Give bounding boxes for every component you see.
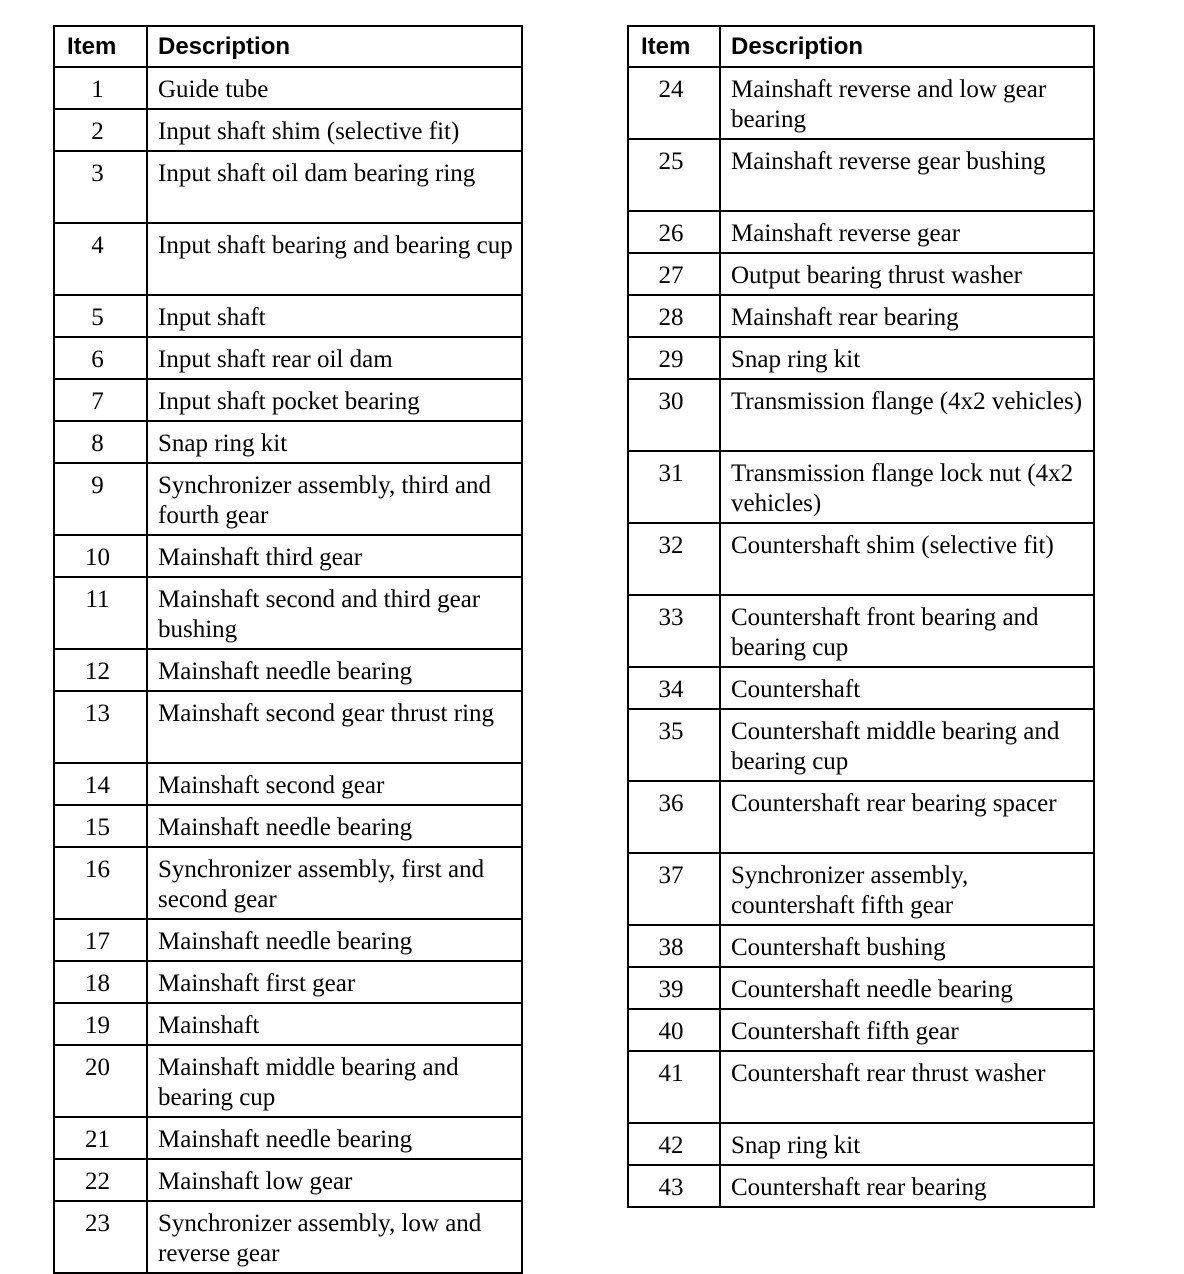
item-number-cell: 10 — [54, 535, 147, 577]
table-row — [628, 925, 1094, 967]
item-number-cell: 31 — [628, 451, 720, 523]
item-description-cell: Mainshaft second gear thrust ring — [147, 691, 522, 763]
item-number-cell: 6 — [54, 337, 147, 379]
item-description-cell: Synchronizer assembly, third and fourth gear — [147, 463, 522, 535]
item-number-cell: 26 — [628, 211, 720, 253]
table-row — [54, 1117, 522, 1159]
item-number-cell: 23 — [54, 1201, 147, 1273]
table-row — [628, 337, 1094, 379]
table-row — [54, 1159, 522, 1201]
item-column-header: Item — [628, 26, 720, 67]
item-description-cell: Mainshaft reverse and low gear bearing — [720, 67, 1094, 139]
item-number-cell: 7 — [54, 379, 147, 421]
table-row — [54, 67, 522, 109]
table-row — [54, 1003, 522, 1045]
table-row — [54, 691, 522, 763]
table-row — [54, 295, 522, 337]
item-description-cell: Mainshaft rear bearing — [720, 295, 1094, 337]
item-number-cell: 16 — [54, 847, 147, 919]
item-description-cell: Mainshaft reverse gear — [720, 211, 1094, 253]
item-number-cell: 13 — [54, 691, 147, 763]
item-description-cell: Countershaft rear bearing — [720, 1165, 1094, 1207]
item-description-cell: Snap ring kit — [720, 1123, 1094, 1165]
item-description-cell: Mainshaft — [147, 1003, 522, 1045]
item-number-cell: 22 — [54, 1159, 147, 1201]
item-number-cell: 34 — [628, 667, 720, 709]
description-column-header: Description — [720, 26, 1094, 67]
table-row — [54, 151, 522, 223]
item-description-cell: Countershaft front bearing and bearing cup — [720, 595, 1094, 667]
table-row — [628, 379, 1094, 451]
table-row — [54, 1045, 522, 1117]
item-description-cell: Mainshaft reverse gear bushing — [720, 139, 1094, 211]
item-description-cell: Input shaft — [147, 295, 522, 337]
table-row — [54, 847, 522, 919]
item-description-cell: Input shaft rear oil dam — [147, 337, 522, 379]
table-row — [54, 961, 522, 1003]
item-description-cell: Synchronizer assembly, low and reverse gear — [147, 1201, 522, 1273]
table-row — [54, 223, 522, 295]
table-row — [54, 763, 522, 805]
item-number-cell: 43 — [628, 1165, 720, 1207]
item-number-cell: 33 — [628, 595, 720, 667]
item-number-cell: 20 — [54, 1045, 147, 1117]
description-column-header: Description — [147, 26, 522, 67]
item-number-cell: 25 — [628, 139, 720, 211]
item-description-cell: Transmission flange lock nut (4x2 vehicles) — [720, 451, 1094, 523]
item-number-cell: 9 — [54, 463, 147, 535]
table-row — [628, 667, 1094, 709]
item-number-cell: 36 — [628, 781, 720, 853]
item-description-cell: Mainshaft second and third gear bushing — [147, 577, 522, 649]
table-row — [628, 853, 1094, 925]
item-number-cell: 39 — [628, 967, 720, 1009]
item-number-cell: 32 — [628, 523, 720, 595]
table-row — [628, 709, 1094, 781]
item-number-cell: 12 — [54, 649, 147, 691]
table-row — [628, 1009, 1094, 1051]
item-number-cell: 41 — [628, 1051, 720, 1123]
item-description-cell: Input shaft oil dam bearing ring — [147, 151, 522, 223]
item-description-cell: Mainshaft needle bearing — [147, 919, 522, 961]
item-description-cell: Mainshaft middle bearing and bearing cup — [147, 1045, 522, 1117]
item-description-cell: Countershaft rear bearing spacer — [720, 781, 1094, 853]
item-number-cell: 2 — [54, 109, 147, 151]
table-row — [54, 577, 522, 649]
table-row — [54, 109, 522, 151]
table-row — [628, 139, 1094, 211]
item-description-cell: Synchronizer assembly, countershaft fifth gear — [720, 853, 1094, 925]
table-row — [54, 421, 522, 463]
item-number-cell: 30 — [628, 379, 720, 451]
item-number-cell: 15 — [54, 805, 147, 847]
table-row — [54, 463, 522, 535]
item-number-cell: 28 — [628, 295, 720, 337]
table-row — [628, 595, 1094, 667]
item-number-cell: 38 — [628, 925, 720, 967]
item-description-cell: Output bearing thrust washer — [720, 253, 1094, 295]
item-number-cell: 24 — [628, 67, 720, 139]
item-description-cell: Mainshaft low gear — [147, 1159, 522, 1201]
item-description-cell: Mainshaft second gear — [147, 763, 522, 805]
item-number-cell: 21 — [54, 1117, 147, 1159]
table-row — [628, 1165, 1094, 1207]
table-row — [54, 805, 522, 847]
item-number-cell: 37 — [628, 853, 720, 925]
item-description-cell: Countershaft fifth gear — [720, 1009, 1094, 1051]
header-row — [628, 26, 1094, 67]
parts-table-left — [53, 25, 523, 1274]
table-row — [54, 1201, 522, 1273]
item-description-cell: Mainshaft needle bearing — [147, 649, 522, 691]
item-description-cell: Countershaft needle bearing — [720, 967, 1094, 1009]
item-description-cell: Countershaft rear thrust washer — [720, 1051, 1094, 1123]
table-row — [628, 781, 1094, 853]
item-description-cell: Synchronizer assembly, first and second gear — [147, 847, 522, 919]
item-number-cell: 27 — [628, 253, 720, 295]
item-description-cell: Transmission flange (4x2 vehicles) — [720, 379, 1094, 451]
item-number-cell: 11 — [54, 577, 147, 649]
item-number-cell: 17 — [54, 919, 147, 961]
table-row — [54, 337, 522, 379]
item-description-cell: Mainshaft needle bearing — [147, 805, 522, 847]
item-column-header: Item — [54, 26, 147, 67]
table-row — [628, 1051, 1094, 1123]
item-description-cell: Mainshaft first gear — [147, 961, 522, 1003]
item-number-cell: 18 — [54, 961, 147, 1003]
item-number-cell: 3 — [54, 151, 147, 223]
table-row — [628, 253, 1094, 295]
item-description-cell: Guide tube — [147, 67, 522, 109]
table-row — [54, 535, 522, 577]
item-number-cell: 1 — [54, 67, 147, 109]
header-row — [54, 26, 522, 67]
item-number-cell: 14 — [54, 763, 147, 805]
table-row — [54, 919, 522, 961]
table-row — [628, 451, 1094, 523]
item-description-cell: Mainshaft third gear — [147, 535, 522, 577]
table-row — [628, 1123, 1094, 1165]
item-number-cell: 19 — [54, 1003, 147, 1045]
item-number-cell: 4 — [54, 223, 147, 295]
item-description-cell: Countershaft — [720, 667, 1094, 709]
item-description-cell: Snap ring kit — [720, 337, 1094, 379]
item-description-cell: Countershaft bushing — [720, 925, 1094, 967]
item-description-cell: Countershaft middle bearing and bearing cup — [720, 709, 1094, 781]
item-description-cell: Countershaft shim (selective fit) — [720, 523, 1094, 595]
table-row — [54, 649, 522, 691]
item-number-cell: 8 — [54, 421, 147, 463]
item-number-cell: 5 — [54, 295, 147, 337]
item-description-cell: Input shaft pocket bearing — [147, 379, 522, 421]
parts-table-right — [627, 25, 1095, 1208]
item-number-cell: 29 — [628, 337, 720, 379]
item-description-cell: Mainshaft needle bearing — [147, 1117, 522, 1159]
table-row — [54, 379, 522, 421]
item-description-cell: Input shaft shim (selective fit) — [147, 109, 522, 151]
item-number-cell: 42 — [628, 1123, 720, 1165]
item-number-cell: 40 — [628, 1009, 720, 1051]
table-row — [628, 523, 1094, 595]
item-number-cell: 35 — [628, 709, 720, 781]
item-description-cell: Input shaft bearing and bearing cup — [147, 223, 522, 295]
table-row — [628, 67, 1094, 139]
table-row — [628, 211, 1094, 253]
table-row — [628, 967, 1094, 1009]
table-row — [628, 295, 1094, 337]
item-description-cell: Snap ring kit — [147, 421, 522, 463]
